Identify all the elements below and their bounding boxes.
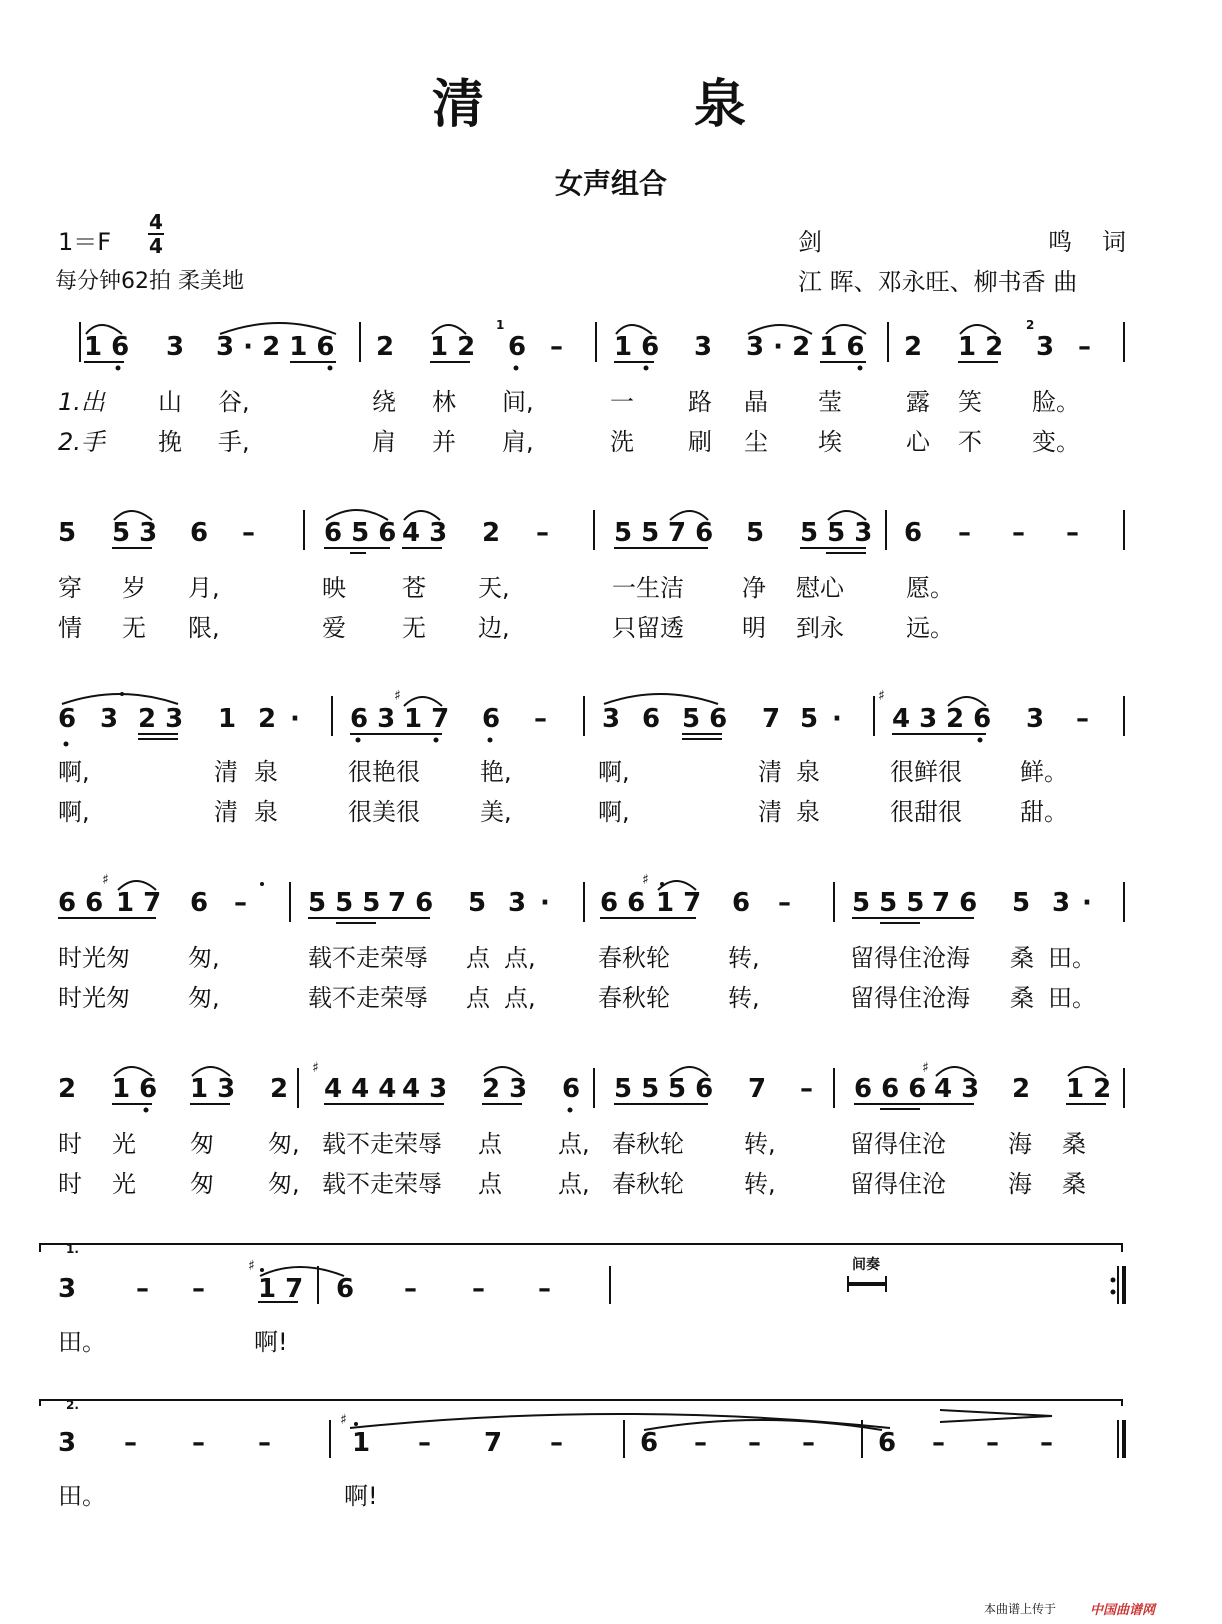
note: 4 3 bbox=[892, 704, 938, 734]
note: – bbox=[258, 1428, 271, 1458]
lyric: 转, bbox=[744, 1130, 776, 1158]
lyric: 挽 bbox=[158, 428, 182, 456]
note: 2 6 bbox=[946, 704, 992, 734]
interlude-label: 间奏 bbox=[852, 1257, 880, 1273]
note: 6 bbox=[58, 704, 77, 734]
slur bbox=[748, 325, 812, 334]
note: 2 bbox=[1012, 1074, 1031, 1104]
lyric: 泉 bbox=[796, 758, 820, 786]
note: 6 bbox=[642, 704, 661, 734]
volta-bracket bbox=[40, 1244, 1122, 1252]
lyric: 海 bbox=[1008, 1170, 1032, 1198]
lyric: 点, bbox=[504, 984, 536, 1012]
note: 4 4 4 bbox=[324, 1074, 397, 1104]
slur bbox=[404, 697, 442, 706]
lyric: 匆 bbox=[190, 1130, 214, 1158]
lyric: 只留透 bbox=[612, 614, 684, 642]
note: · bbox=[540, 888, 550, 918]
note: – bbox=[1076, 704, 1089, 734]
note: 6 6 bbox=[600, 888, 646, 918]
slur bbox=[432, 325, 466, 334]
sharp-sign: ♯ bbox=[922, 1060, 929, 1076]
lyricist-name-a: 剑 bbox=[798, 228, 822, 256]
slur bbox=[670, 1067, 708, 1076]
lyric: 桑 bbox=[1062, 1130, 1086, 1158]
lyric: 点 bbox=[478, 1170, 502, 1198]
note: 5 5 3 bbox=[800, 518, 873, 548]
lyric: 间, bbox=[502, 388, 534, 416]
note: 6 6 6 bbox=[854, 1074, 927, 1104]
slur bbox=[118, 881, 156, 890]
note: – bbox=[550, 332, 563, 362]
note: – bbox=[192, 1428, 205, 1458]
octave-dot bbox=[116, 366, 121, 371]
lyric: 路 bbox=[688, 388, 712, 416]
note: – bbox=[534, 704, 547, 734]
note: 7 6 bbox=[668, 518, 714, 548]
slur bbox=[114, 511, 152, 520]
lyric: 匆, bbox=[268, 1130, 300, 1158]
note: 2 bbox=[482, 518, 501, 548]
note: 2 bbox=[258, 704, 277, 734]
lyric: 时 bbox=[58, 1170, 82, 1198]
lyric: 情 bbox=[58, 614, 82, 642]
note: 1 6 bbox=[614, 332, 660, 362]
lyric: 啊, bbox=[58, 798, 90, 826]
lyric: 手, bbox=[218, 428, 250, 456]
note: 6 bbox=[482, 704, 501, 734]
upper-octave-dot bbox=[354, 1422, 358, 1426]
lyric: 爱 bbox=[322, 614, 346, 642]
note: 5 bbox=[800, 704, 819, 734]
lyric: 净 bbox=[742, 574, 766, 602]
lyric: 岁 bbox=[122, 574, 146, 602]
note: – bbox=[802, 1428, 815, 1458]
repeat-dot bbox=[1111, 1278, 1116, 1283]
lyric: 时光匆 bbox=[58, 984, 130, 1012]
lyric: 并 bbox=[432, 428, 456, 456]
lyric: 很艳很 bbox=[348, 758, 420, 786]
lyric: 清 bbox=[214, 758, 238, 786]
octave-dot bbox=[514, 366, 519, 371]
note: 6 bbox=[562, 1074, 581, 1104]
lyric: 啊, bbox=[598, 758, 630, 786]
note: · bbox=[1082, 888, 1092, 918]
decrescendo bbox=[940, 1410, 1052, 1422]
note: – bbox=[1066, 518, 1079, 548]
note: 7 bbox=[748, 1074, 767, 1104]
slur bbox=[670, 511, 708, 520]
note: 3 · 2 1 6 bbox=[216, 332, 335, 362]
note: 6 bbox=[904, 518, 923, 548]
note: – bbox=[550, 1428, 563, 1458]
lyric: 春秋轮 bbox=[612, 1130, 684, 1158]
sharp-sign: ♯ bbox=[102, 872, 109, 888]
note: 5 6 bbox=[682, 704, 728, 734]
lyric: 田。 bbox=[58, 1328, 106, 1356]
lyric: 谷, bbox=[218, 388, 250, 416]
sharp-sign: ♯ bbox=[312, 1060, 319, 1076]
lyric: 一 bbox=[610, 388, 634, 416]
note: 6 bbox=[640, 1428, 659, 1458]
lyric: 田。 bbox=[1048, 944, 1096, 972]
octave-dot bbox=[978, 738, 983, 743]
note: 3 bbox=[602, 704, 621, 734]
note: 5 bbox=[468, 888, 487, 918]
subtitle: 女声组合 bbox=[554, 167, 667, 200]
lyric: 无 bbox=[402, 614, 426, 642]
lyric: 啊! bbox=[254, 1328, 288, 1356]
octave-dot bbox=[434, 738, 439, 743]
lyric: 到永 bbox=[796, 614, 844, 642]
lyric: 月, bbox=[188, 574, 220, 602]
note: – bbox=[136, 1274, 149, 1304]
note: 1 7 bbox=[404, 704, 450, 734]
lyric: 无 bbox=[122, 614, 146, 642]
note: 6 bbox=[336, 1274, 355, 1304]
lyric: 留得住沧 bbox=[850, 1170, 946, 1198]
note: 2 bbox=[58, 1074, 77, 1104]
lyric: 脸。 bbox=[1032, 388, 1080, 416]
slur bbox=[644, 1420, 882, 1430]
octave-dot bbox=[568, 1108, 573, 1113]
note: – bbox=[800, 1074, 813, 1104]
note: 1 7 bbox=[656, 888, 702, 918]
note: 4 3 bbox=[934, 1074, 980, 1104]
note: 6 bbox=[190, 518, 209, 548]
ending-label: 1. bbox=[66, 1242, 79, 1256]
note: 5 5 5 bbox=[852, 888, 925, 918]
note: 7 6 bbox=[388, 888, 434, 918]
slur bbox=[484, 1067, 522, 1076]
lyric: 光 bbox=[112, 1170, 136, 1198]
octave-dot bbox=[488, 738, 493, 743]
slur bbox=[826, 325, 866, 334]
lyric: 一生洁 bbox=[612, 574, 684, 602]
lyricist-name-b: 鸣 bbox=[1048, 228, 1072, 256]
note: 6 bbox=[878, 1428, 897, 1458]
note: 2 3 bbox=[138, 704, 184, 734]
sharp-sign: ♯ bbox=[394, 688, 401, 704]
lyric: 转, bbox=[728, 944, 760, 972]
lyric: 慰心 bbox=[796, 574, 844, 602]
note: 5 5 bbox=[614, 518, 660, 548]
grace-note: 2 bbox=[1026, 318, 1035, 332]
lyric: 点 bbox=[466, 984, 490, 1012]
slur bbox=[960, 325, 996, 334]
lyric: 泉 bbox=[254, 798, 278, 826]
lyric: 露 bbox=[906, 388, 930, 416]
note: 5 3 bbox=[112, 518, 158, 548]
note: 6 bbox=[190, 888, 209, 918]
note: – bbox=[538, 1274, 551, 1304]
lyric: 桑 bbox=[1062, 1170, 1086, 1198]
lyric: 春秋轮 bbox=[612, 1170, 684, 1198]
lyric: 肩, bbox=[502, 428, 534, 456]
lyric: 转, bbox=[744, 1170, 776, 1198]
lyric: 海 bbox=[1008, 1130, 1032, 1158]
note: 1 6 bbox=[112, 1074, 158, 1104]
lyric: 1.出 bbox=[58, 388, 105, 416]
lyric: 载不走荣辱 bbox=[322, 1170, 442, 1198]
upper-octave-dot bbox=[260, 1268, 264, 1272]
lyric: 留得住沧海 bbox=[850, 984, 970, 1012]
lyric: 桑 bbox=[1010, 944, 1034, 972]
lyric: 穿 bbox=[58, 574, 82, 602]
lyric: 点 bbox=[466, 944, 490, 972]
note: – bbox=[932, 1428, 945, 1458]
lyric: 留得住沧海 bbox=[850, 944, 970, 972]
note: 6 3 bbox=[350, 704, 396, 734]
note: 1 bbox=[352, 1428, 371, 1458]
lyric: 晶 bbox=[744, 388, 768, 416]
note: 5 bbox=[1012, 888, 1031, 918]
slur bbox=[192, 1067, 230, 1076]
slur bbox=[948, 697, 986, 706]
note: 2 3 bbox=[482, 1074, 528, 1104]
note: 3 bbox=[58, 1274, 77, 1304]
lyric: 艳, bbox=[480, 758, 512, 786]
note: – bbox=[778, 888, 791, 918]
lyric: 泉 bbox=[796, 798, 820, 826]
note: – bbox=[1040, 1428, 1053, 1458]
note: 1 2 bbox=[430, 332, 476, 362]
lyric: 苍 bbox=[402, 574, 426, 602]
lyric: 匆, bbox=[188, 984, 220, 1012]
slur bbox=[658, 881, 696, 890]
note: 7 6 bbox=[932, 888, 978, 918]
note: 2 bbox=[376, 332, 395, 362]
octave-dot bbox=[858, 366, 863, 371]
slur bbox=[114, 1067, 152, 1076]
lyric: 田。 bbox=[58, 1482, 106, 1510]
sharp-sign: ♯ bbox=[340, 1412, 347, 1428]
slur bbox=[62, 694, 178, 704]
ending-label: 2. bbox=[66, 1398, 79, 1412]
note: 1 3 bbox=[190, 1074, 236, 1104]
key-signature: 1＝F bbox=[58, 228, 112, 256]
note: 3 bbox=[166, 332, 185, 362]
note: 6 bbox=[732, 888, 751, 918]
note: 7 bbox=[762, 704, 781, 734]
lyric: 春秋轮 bbox=[598, 984, 670, 1012]
lyric: 清 bbox=[758, 798, 782, 826]
note: – bbox=[404, 1274, 417, 1304]
title-char-1: 清 bbox=[432, 74, 485, 135]
lyric: 映 bbox=[322, 574, 346, 602]
lyric: 光 bbox=[112, 1130, 136, 1158]
note: 3 bbox=[1026, 704, 1045, 734]
note: 1 6 bbox=[84, 332, 130, 362]
note: – bbox=[192, 1274, 205, 1304]
lyric: 愿。 bbox=[906, 574, 954, 602]
note: – bbox=[1012, 518, 1025, 548]
lyric: 啊! bbox=[344, 1482, 378, 1510]
sharp-sign: ♯ bbox=[878, 688, 885, 704]
lyric: 边, bbox=[478, 614, 510, 642]
tempo-marking: 每分钟62拍 柔美地 bbox=[55, 269, 244, 294]
sharp-sign: ♯ bbox=[248, 1258, 255, 1274]
lyric: 匆, bbox=[188, 944, 220, 972]
note: 6 bbox=[508, 332, 527, 362]
note: 1 bbox=[218, 704, 237, 734]
lyric: 田。 bbox=[1048, 984, 1096, 1012]
slur bbox=[1068, 1067, 1106, 1076]
lyric: 不 bbox=[958, 428, 982, 456]
sharp-sign: ♯ bbox=[642, 872, 649, 888]
lyric: 时光匆 bbox=[58, 944, 130, 972]
note: 4 3 bbox=[402, 1074, 448, 1104]
note: 3 bbox=[100, 704, 119, 734]
lyric: 明 bbox=[742, 614, 766, 642]
footer-text: 本曲谱上传于 bbox=[984, 1602, 1057, 1616]
dotted-rhythm bbox=[120, 692, 124, 696]
lyric: 甜。 bbox=[1020, 798, 1068, 826]
note: 4 3 bbox=[402, 518, 448, 548]
note: – bbox=[124, 1428, 137, 1458]
slur bbox=[828, 511, 866, 520]
note: 3 bbox=[58, 1428, 77, 1458]
note: 5 5 5 bbox=[308, 888, 381, 918]
upper-octave-dot bbox=[660, 882, 664, 886]
note: 6 6 bbox=[58, 888, 104, 918]
lyric: 载不走荣辱 bbox=[308, 984, 428, 1012]
lyricist-role: 词 bbox=[1102, 228, 1126, 256]
title-char-2: 泉 bbox=[694, 74, 747, 135]
grace-note: 1 bbox=[496, 318, 505, 332]
note: – bbox=[242, 518, 255, 548]
octave-dot bbox=[64, 742, 69, 747]
note: · bbox=[832, 704, 842, 734]
lyric: 变。 bbox=[1032, 428, 1080, 456]
note: – bbox=[1078, 332, 1091, 362]
lyric: 鲜。 bbox=[1020, 758, 1068, 786]
octave-dot bbox=[328, 366, 333, 371]
lyric: 清 bbox=[758, 758, 782, 786]
time-sig-numerator: 4 bbox=[149, 210, 163, 234]
lyric: 点, bbox=[558, 1170, 590, 1198]
note: – bbox=[472, 1274, 485, 1304]
note: 3 · 2 1 6 bbox=[746, 332, 865, 362]
lyric: 肩 bbox=[372, 428, 396, 456]
note: 5 bbox=[746, 518, 765, 548]
lyric: 清 bbox=[214, 798, 238, 826]
octave-dot bbox=[644, 366, 649, 371]
lyric: 匆, bbox=[268, 1170, 300, 1198]
note: 2 bbox=[270, 1074, 289, 1104]
slur bbox=[404, 511, 440, 520]
lyric: 远。 bbox=[906, 614, 954, 642]
note: 1 2 bbox=[958, 332, 1004, 362]
lyric: 转, bbox=[728, 984, 760, 1012]
lyric: 点, bbox=[504, 944, 536, 972]
lyric: 很鲜很 bbox=[890, 758, 962, 786]
lyric: 莹 bbox=[818, 388, 842, 416]
note: 3 bbox=[1036, 332, 1055, 362]
note: 1 2 bbox=[1066, 1074, 1112, 1104]
note: 5 bbox=[58, 518, 77, 548]
lyric: 很甜很 bbox=[890, 798, 962, 826]
note: 1 7 bbox=[258, 1274, 304, 1304]
note: – bbox=[234, 888, 247, 918]
note: – bbox=[694, 1428, 707, 1458]
lyric: 林 bbox=[432, 388, 456, 416]
note: 3 bbox=[508, 888, 527, 918]
lyric: 天, bbox=[478, 574, 510, 602]
lyric: 匆 bbox=[190, 1170, 214, 1198]
slur bbox=[86, 325, 122, 334]
lyric: 洗 bbox=[610, 428, 634, 456]
lyric: 尘 bbox=[744, 428, 768, 456]
site-logo[interactable]: 中国曲谱网 bbox=[1090, 1603, 1156, 1618]
note: – bbox=[536, 518, 549, 548]
note: 1 7 bbox=[116, 888, 162, 918]
upper-octave-dot bbox=[260, 882, 264, 886]
note: – bbox=[418, 1428, 431, 1458]
lyric: 时 bbox=[58, 1130, 82, 1158]
lyric: 桑 bbox=[1010, 984, 1034, 1012]
lyric: 点, bbox=[558, 1130, 590, 1158]
note: – bbox=[986, 1428, 999, 1458]
lyric: 啊, bbox=[598, 798, 630, 826]
composers: 江 晖、邓永旺、柳书香 曲 bbox=[798, 268, 1078, 296]
repeat-dot bbox=[1111, 1290, 1116, 1295]
note: 2 bbox=[904, 332, 923, 362]
note: · bbox=[290, 704, 300, 734]
lyric: 点 bbox=[478, 1130, 502, 1158]
slur bbox=[220, 323, 336, 334]
note: 5 6 bbox=[668, 1074, 714, 1104]
lyric: 美, bbox=[480, 798, 512, 826]
note: – bbox=[748, 1428, 761, 1458]
lyric: 埃 bbox=[818, 428, 842, 456]
note: – bbox=[958, 518, 971, 548]
note: 5 5 bbox=[614, 1074, 660, 1104]
lyric: 啊, bbox=[58, 758, 90, 786]
volta-bracket bbox=[40, 1400, 1122, 1406]
slur bbox=[936, 1067, 974, 1076]
slur bbox=[604, 694, 718, 704]
time-sig-denominator: 4 bbox=[149, 234, 163, 258]
lyric: 限, bbox=[188, 614, 220, 642]
note: 3 bbox=[694, 332, 713, 362]
octave-dot bbox=[144, 1108, 149, 1113]
lyric: 载不走荣辱 bbox=[322, 1130, 442, 1158]
slur bbox=[326, 510, 388, 520]
lyric: 绕 bbox=[372, 388, 396, 416]
lyric: 泉 bbox=[254, 758, 278, 786]
lyric: 刷 bbox=[688, 428, 712, 456]
note: 7 bbox=[484, 1428, 503, 1458]
lyric: 心 bbox=[906, 428, 930, 456]
lyric: 山 bbox=[158, 388, 182, 416]
lyric: 2.手 bbox=[58, 428, 105, 456]
octave-dot bbox=[356, 738, 361, 743]
lyric: 留得住沧 bbox=[850, 1130, 946, 1158]
note: 6 5 6 bbox=[324, 518, 397, 548]
slur bbox=[616, 325, 652, 334]
slur bbox=[260, 1267, 344, 1276]
note: 3 bbox=[1052, 888, 1071, 918]
lyric: 笑 bbox=[958, 388, 982, 416]
lyric: 很美很 bbox=[348, 798, 420, 826]
lyric: 载不走荣辱 bbox=[308, 944, 428, 972]
lyric: 春秋轮 bbox=[598, 944, 670, 972]
